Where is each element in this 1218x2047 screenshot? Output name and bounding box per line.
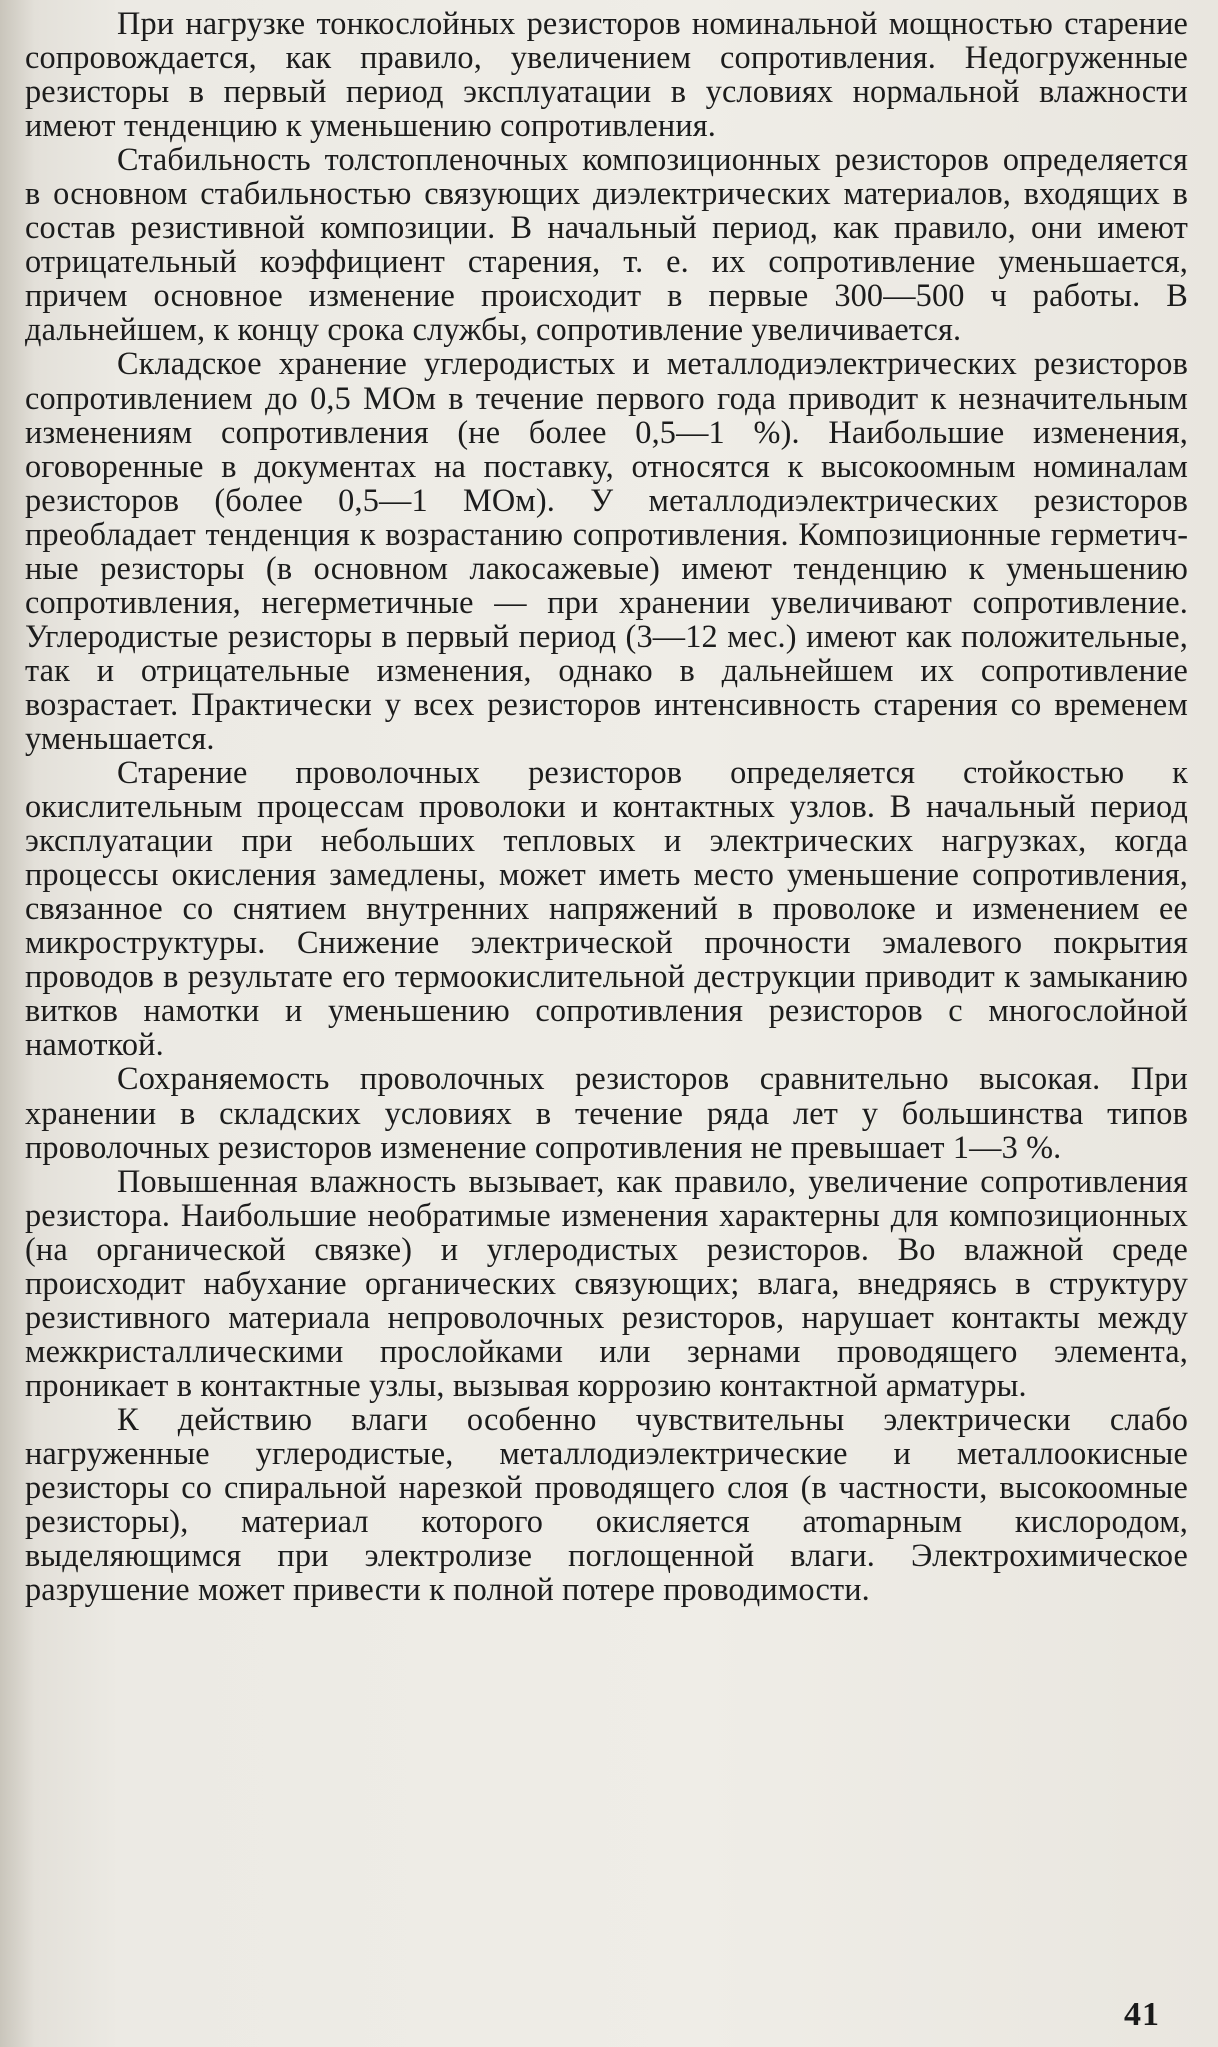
page-number: 41: [1124, 1996, 1160, 2033]
paragraph: Складское хранение углеродистых и металлодиэлектрических резисторов сопротивлением до 0,5 МОм в течение первого года приводит к незначительным изменениям сопротивления (не более 0,5—1 %). Наибольшие изменения, оговоренные в документах на поставку, относятся к высокоомным номиналам резисторов (более 0,5—1 МОм). У металлодиэлектрических резисторов преобладает тенденция к возрастанию сопротивления. Композиционные герметичные резисторы (в основном лакосажевые) имеют тенденцию к уменьшению сопротивления, негерметичные — при хранении увеличивают сопротивление. Углеродистые резисторы в первый период (3—12 мес.) имеют как положительные, так и отрицательные изменения, однако в дальнейшем их сопротивление возрастает. Практически у всех резисторов интенсивность старения со временем уменьшается.: [25, 345, 1188, 756]
paragraph: К действию влаги особенно чувствительны электрически слабо нагруженные углеродистые, металлодиэлектрические и металлоокисные резисторы со спиральной нарезкой проводящего слоя (в частности, высокоомные резисторы), материал которого окисляется атоmарным кислородом, выделяющимся при электролизе поглощенной влаги. Электрохимическое разрушение может привести к полной потере проводимости.: [25, 1400, 1188, 1608]
paragraph: При нагрузке тонкослойных резисторов номинальной мощностью старение сопровождается, как правило, увеличением сопротивления. Недогруженные резисторы в первый период эксплуатации в условиях нормальной влажности имеют тенденцию к уменьшению сопротивления.: [25, 5, 1188, 144]
paragraph: Сохраняемость проволочных резисторов сравнительно высокая. При хранении в складских условиях в течение ряда лет у большинства типов проволочных резисторов изменение сопротивления не превышает 1—3 %.: [25, 1060, 1188, 1165]
paragraph: Повышенная влажность вызывает, как правило, увеличение сопротивления резистора. Наибольшие необратимые изменения характерны для композиционных (на органической связке) и углеродистых резисторов. Во влажной среде происходит набухание органических связующих; влага, внедряясь в структуру резистивного материала непроволочных резисторов, нарушает контакты между межкристаллическими прослойками или зернами проводящего элемента, проникает в контактные узлы, вызывая коррозию контактной арматуры.: [25, 1162, 1188, 1403]
body-text: [25, 6, 1188, 1606]
paragraph: Старение проволочных резисторов определяется стойкостью к окислительным процессам проволоки и контактных узлов. В начальный период эксплуатации при небольших тепловых и электрических нагрузках, когда процессы окисления замедлены, может иметь место уменьшение сопротивления, связанное со снятием внутренних напряжений в проволоке и изменением ее микроструктуры. Снижение электрической прочности эмалевого покрытия проводов в результате его термоокислительной деструкции приводит к замыканию витков намотки и уменьшению сопротивления резисторов с многослойной намоткой.: [25, 754, 1188, 1063]
paragraph: Стабильность толстопленочных композиционных резисторов определяется в основном стабильностью связующих диэлектрических материалов, входящих в состав резистивной композиции. В начальный период, как правило, они имеют отрицательный коэффициент старения, т. е. их сопротивление уменьшается, причем основное изменение происходит в первые 300—500 ч работы. В дальнейшем, к концу срока службы, сопротивление увеличивается.: [25, 141, 1188, 348]
